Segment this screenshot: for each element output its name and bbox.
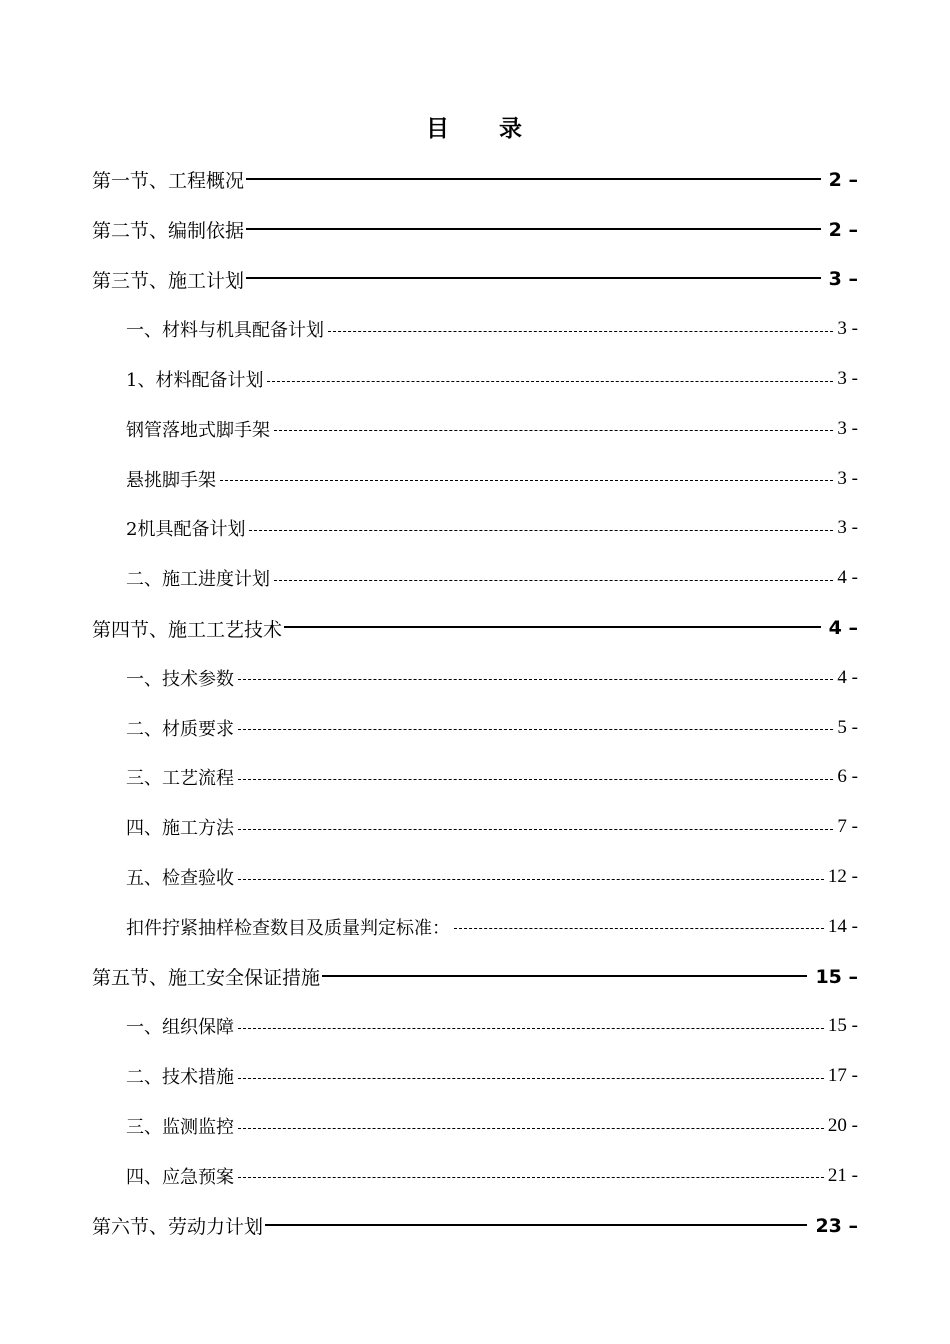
toc-entry-label: 第四节、施工工艺技术	[92, 618, 283, 641]
toc-entry-label: 第三节、施工计划	[92, 269, 245, 292]
toc-leader-line	[328, 331, 833, 332]
toc-entry-label: 第二节、编制依据	[92, 220, 245, 243]
toc-leader-line	[274, 430, 833, 431]
toc-leader-line	[238, 729, 833, 730]
toc-leader-line	[238, 679, 833, 680]
toc-section-entry[interactable]	[92, 952, 858, 1002]
toc-entry-label: 二、材质要求	[126, 718, 234, 740]
toc-page-number: 15 -	[827, 1015, 858, 1037]
toc-page-number: 3 -	[837, 318, 858, 340]
toc-subsection-entry[interactable]	[92, 1002, 858, 1052]
toc-page-number: 5 -	[837, 716, 858, 738]
toc-entry-label: 一、技术参数	[126, 668, 234, 690]
toc-leader-line	[246, 178, 821, 180]
toc-page-number: 20 -	[827, 1115, 858, 1137]
toc-leader-line	[246, 228, 821, 230]
toc-leader-line	[238, 1128, 824, 1129]
toc-leader-line	[246, 277, 821, 279]
toc-title-char-2: 录	[499, 116, 524, 142]
toc-subsection-entry[interactable]	[92, 504, 858, 554]
toc-entry-label: 一、材料与机具配备计划	[126, 320, 324, 342]
toc-leader-line	[267, 381, 833, 382]
toc-leader-line	[454, 928, 824, 929]
toc-entry-label: 扣件拧紧抽样检查数目及质量判定标准：	[126, 917, 450, 939]
toc-page-number: 2 –	[828, 168, 858, 191]
toc-subsection-entry[interactable]	[92, 354, 858, 404]
toc-page-number: 4 -	[837, 567, 858, 589]
toc-page-number: 3 -	[837, 517, 858, 539]
toc-page-number: 12 -	[827, 866, 858, 888]
toc-subsection-entry[interactable]	[92, 802, 858, 852]
toc-section-entry[interactable]	[92, 205, 858, 255]
toc-page-number: 4 –	[828, 617, 858, 640]
toc-entry-label: 第六节、劳动力计划	[92, 1216, 264, 1239]
toc-leader-line	[238, 879, 824, 880]
toc-leader-line	[238, 829, 833, 830]
toc-entry-label: 一、组织保障	[126, 1017, 234, 1039]
toc-page-number: 15 –	[815, 965, 858, 988]
toc-leader-line	[322, 975, 807, 977]
toc-leader-line	[220, 480, 833, 481]
toc-leader-line	[238, 1028, 824, 1029]
toc-entry-label: 三、监测监控	[126, 1117, 234, 1139]
toc-page-number: 6 -	[837, 766, 858, 788]
toc-subsection-entry[interactable]	[92, 703, 858, 753]
toc-subsection-entry[interactable]	[92, 753, 858, 803]
toc-entry-label: 三、工艺流程	[126, 768, 234, 790]
toc-page-number: 4 -	[837, 666, 858, 688]
toc-entry-label: 五、检查验收	[126, 868, 234, 890]
toc-leader-line	[249, 530, 833, 531]
toc-subsection-entry[interactable]	[92, 653, 858, 703]
toc-entry-label: 二、技术措施	[126, 1067, 234, 1089]
toc-entry-label: 2机具配备计划	[126, 519, 246, 541]
toc-leader-line	[265, 1224, 807, 1226]
toc-section-entry[interactable]	[92, 155, 858, 205]
toc-subsection-entry[interactable]	[92, 404, 858, 454]
toc-title	[0, 110, 950, 143]
toc-entry-label: 四、应急预案	[126, 1166, 234, 1188]
toc-subsection-entry[interactable]	[92, 553, 858, 603]
toc-page-number: 14 -	[827, 915, 858, 937]
toc-page-number: 7 -	[837, 816, 858, 838]
toc-entry-label: 第五节、施工安全保证措施	[92, 967, 321, 990]
toc-subsection-entry[interactable]	[92, 454, 858, 504]
toc-page-number: 2 –	[828, 218, 858, 241]
toc-section-entry[interactable]	[92, 1201, 858, 1251]
toc-page-number: 3 –	[828, 268, 858, 291]
toc-entry-label: 1、材料配备计划	[126, 370, 264, 392]
toc-page-number: 3 -	[837, 417, 858, 439]
toc-page-number: 3 -	[837, 368, 858, 390]
toc-entry-label: 第一节、工程概况	[92, 170, 245, 193]
toc-entry-label: 钢管落地式脚手架	[126, 419, 270, 441]
toc-subsection-entry[interactable]	[92, 1101, 858, 1151]
toc-title-char-1: 目	[426, 116, 451, 142]
toc-subsection-entry[interactable]	[92, 852, 858, 902]
toc-section-entry[interactable]	[92, 603, 858, 653]
toc-subsection-entry[interactable]	[92, 304, 858, 354]
toc-page-number: 21 -	[827, 1164, 858, 1186]
toc-entry-label: 二、施工进度计划	[126, 569, 270, 591]
toc-section-entry[interactable]	[92, 255, 858, 305]
toc-leader-line	[284, 626, 821, 628]
toc-page-number: 23 –	[815, 1214, 858, 1237]
toc-subsection-entry[interactable]	[92, 1151, 858, 1201]
toc-subsection-entry[interactable]	[92, 1051, 858, 1101]
toc-entry-label: 四、施工方法	[126, 818, 234, 840]
toc-page-number: 3 -	[837, 467, 858, 489]
toc-leader-line	[238, 779, 833, 780]
toc-subsection-entry[interactable]	[92, 902, 858, 952]
table-of-contents	[92, 155, 858, 1251]
toc-leader-line	[238, 1078, 824, 1079]
toc-entry-label: 悬挑脚手架	[126, 469, 216, 491]
toc-leader-line	[238, 1177, 824, 1178]
toc-page-number: 17 -	[827, 1065, 858, 1087]
toc-leader-line	[274, 580, 833, 581]
